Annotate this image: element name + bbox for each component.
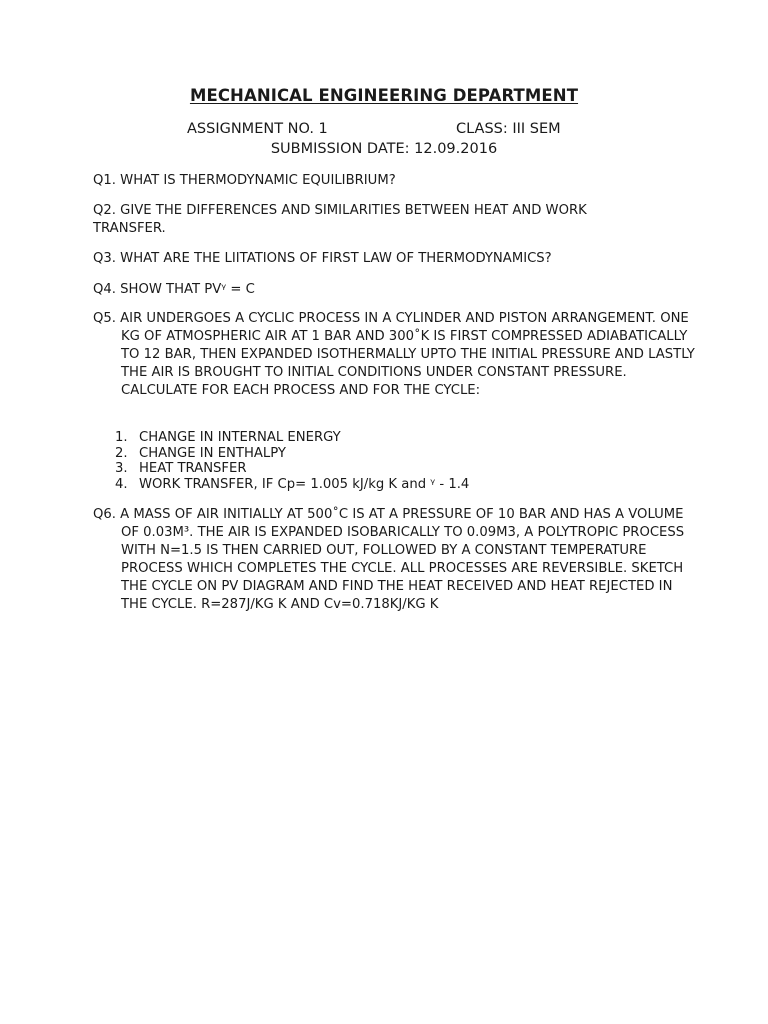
question-6: Q6. A MASS OF AIR INITIALLY AT 500˚C IS AT A PRESSURE OF 10 BAR AND HAS A VOLUME OF 0.03M³. THE AIR IS EXPANDED ISOBARICALLY TO 0.09M3, A POLYTROPIC PROCESS WITH N=1.5 IS THEN CARRIED OUT, FOLLOWED BY A CONSTANT TEMPERATURE PROCESS WHICH COMPLETES THE CYCLE. ALL PROCESSES ARE REVERSIBLE. SKETCH THE CYCLE ON PV DIAGRAM AND FIND THE HEAT RECEIVED AND HEAT REJECTED IN THE CYCLE. R=287J/KG K AND Cv=0.718KJ/KG K — [93, 507, 685, 612]
submission-date: SUBMISSION DATE: 12.09.2016 — [270, 141, 498, 157]
assignment-number: ASSIGNMENT NO. 1 — [187, 121, 328, 137]
question-1: Q1. WHAT IS THERMODYNAMIC EQUILIBRIUM? — [93, 173, 396, 188]
list-item — [115, 461, 469, 477]
list-item-text: WORK TRANSFER, IF Cp= 1.005 kJ/kg K and ᵞ - 1.4 — [139, 476, 470, 492]
question-4: Q4. SHOW THAT PVᵞ = C — [93, 282, 255, 297]
question-3: Q3. WHAT ARE THE LIITATIONS OF FIRST LAW OF THERMODYNAMICS? — [93, 251, 552, 266]
list-item-number: 2. — [115, 445, 128, 461]
question-5: Q5. AIR UNDERGOES A CYCLIC PROCESS IN A CYLINDER AND PISTON ARRANGEMENT. ONE KG OF ATMOSPHERIC AIR AT 1 BAR AND 300˚K IS FIRST COMPRESSED ADIABATICALLY TO 12 BAR, THEN EXPANDED ISOTHERMALLY UPTO THE INITIAL PRESSURE AND LASTLY THE AIR IS BROUGHT TO INITIAL CONDITIONS UNDER CONSTANT PRESSURE. CALCULATE FOR EACH PROCESS AND FOR THE CYCLE: — [93, 311, 695, 398]
question-2: Q2. GIVE THE DIFFERENCES AND SIMILARITIES BETWEEN HEAT AND WORK TRANSFER. — [93, 203, 587, 236]
list-item-number: 1. — [115, 430, 128, 445]
class-label: CLASS: III SEM — [456, 121, 561, 137]
list-item — [115, 446, 469, 462]
list-item — [115, 430, 469, 446]
list-item-number: 4. — [115, 476, 128, 492]
list-item-number: 3. — [115, 461, 128, 476]
list-item-text: CHANGE IN INTERNAL ENERGY — [139, 430, 341, 445]
list-item — [115, 477, 469, 493]
department-title: MECHANICAL ENGINEERING DEPARTMENT — [189, 86, 579, 105]
question-5-list — [115, 430, 469, 492]
list-item-text: CHANGE IN ENTHALPY — [139, 445, 286, 461]
list-item-text: HEAT TRANSFER — [139, 461, 247, 476]
